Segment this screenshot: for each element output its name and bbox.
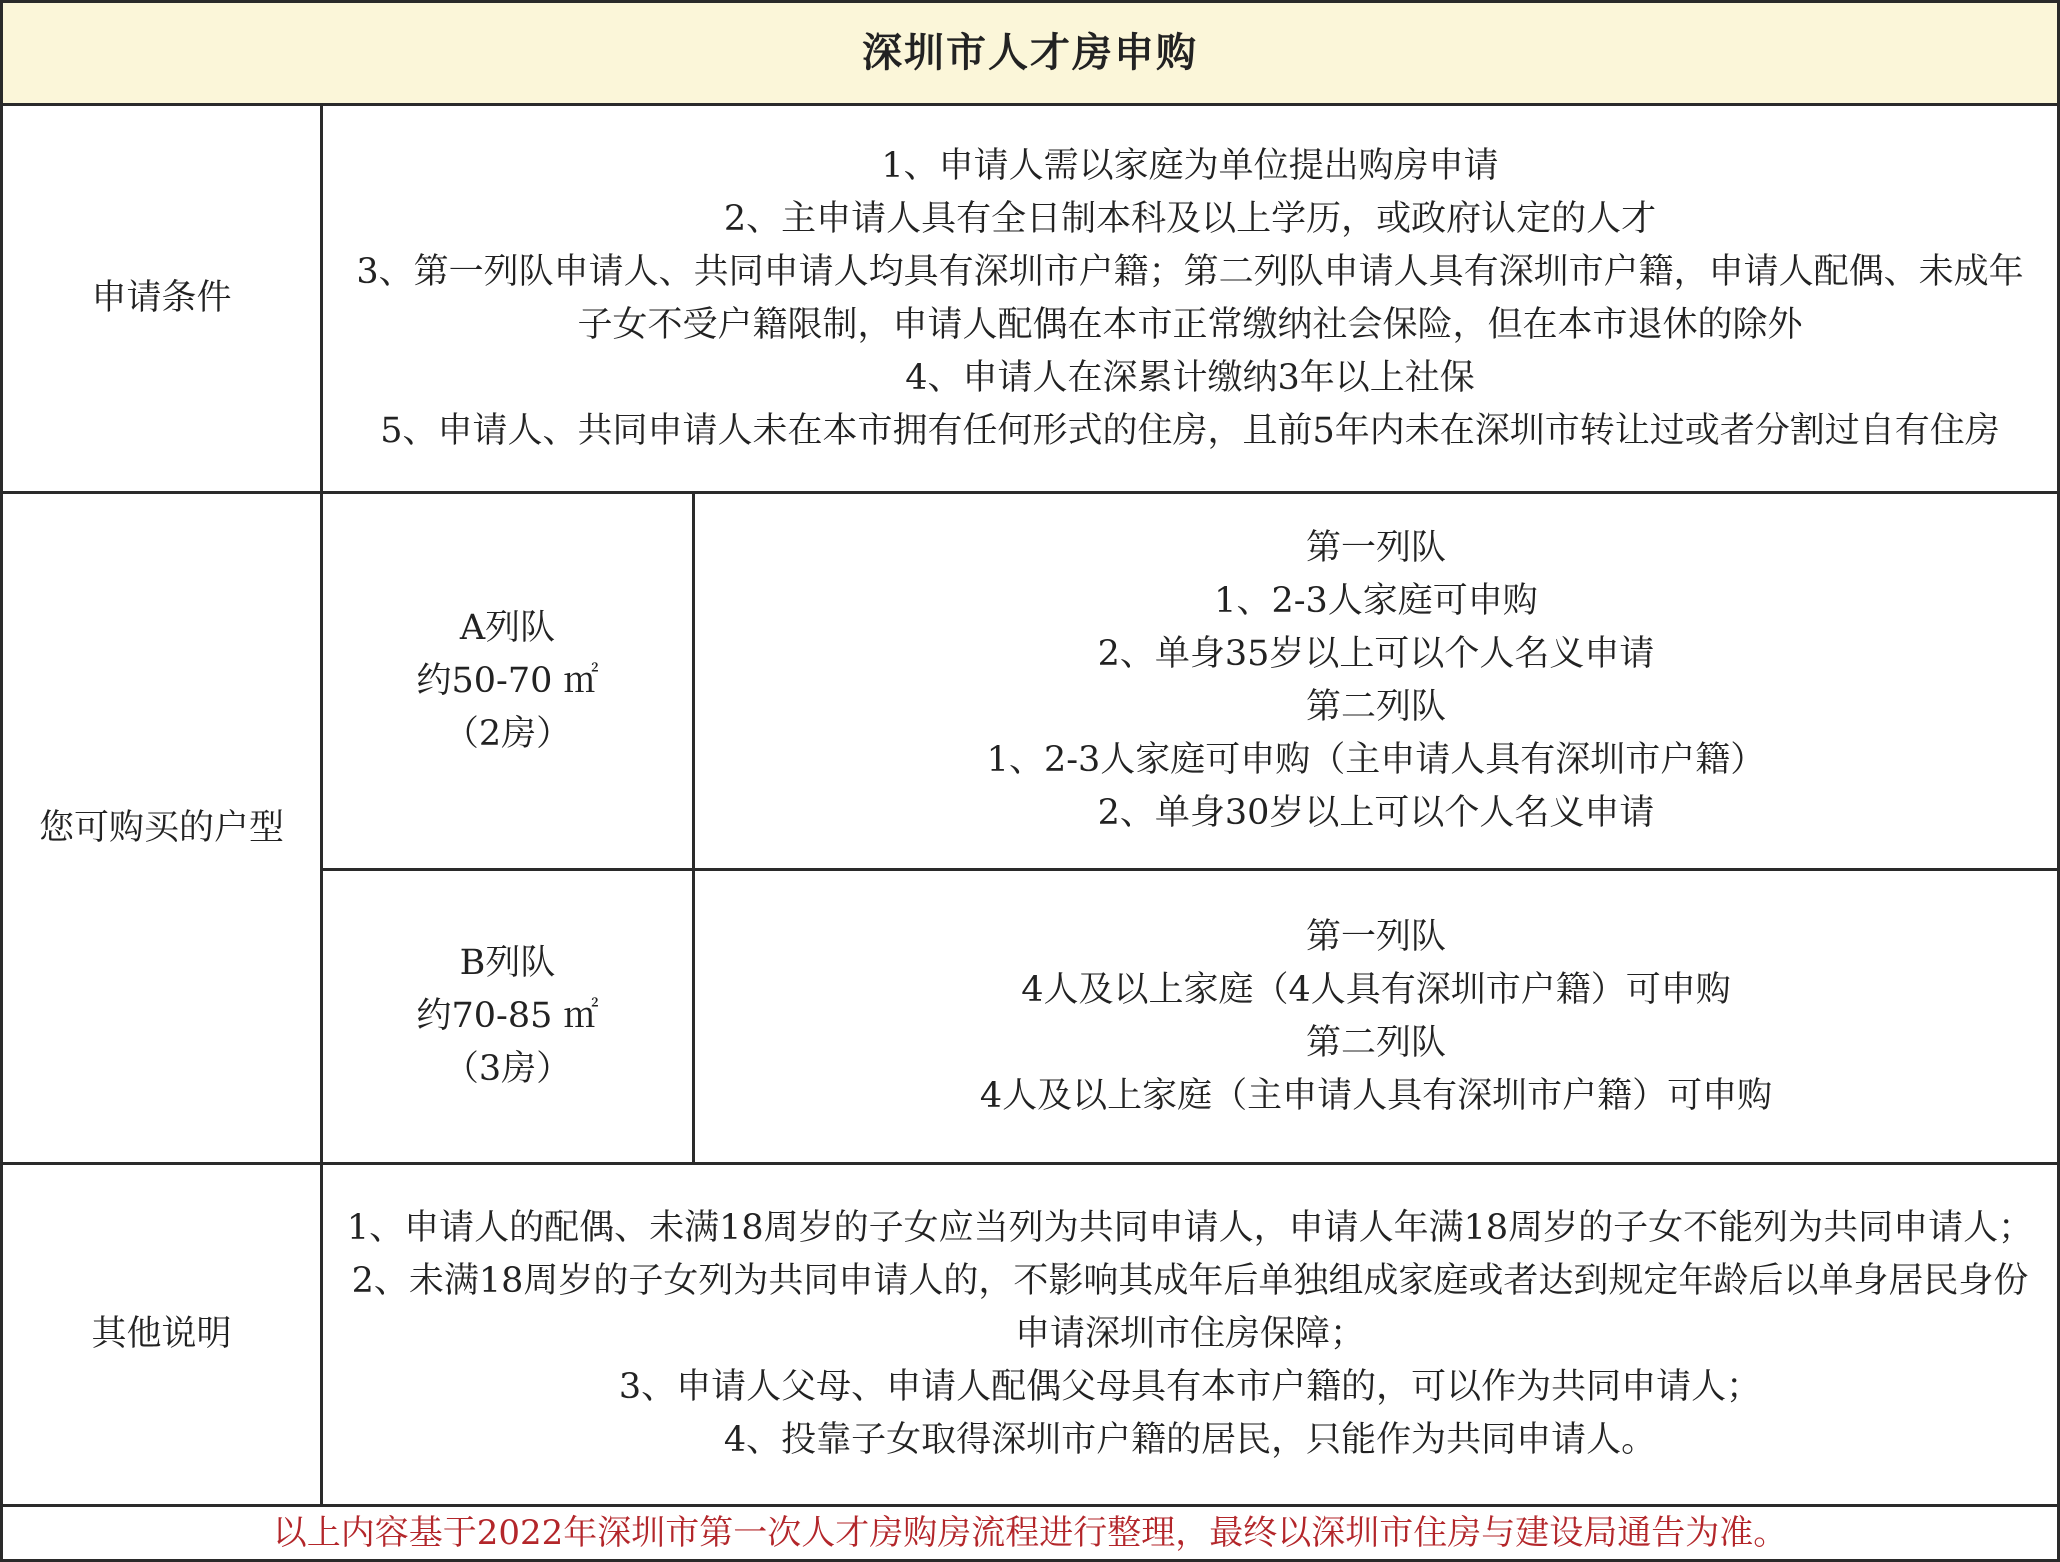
types-label: 您可购买的户型 bbox=[38, 807, 284, 848]
type-a-desc-line: 2、单身30岁以上可以个人名义申请 bbox=[1097, 793, 1655, 833]
type-b-name-line: B列队 bbox=[459, 943, 556, 983]
table-title bbox=[0, 0, 2060, 106]
type-a-name-line: （2房） bbox=[443, 713, 572, 754]
type-b-desc-line: 第二列队 bbox=[1305, 1022, 1446, 1063]
conditions-content-cell bbox=[320, 103, 2060, 494]
notes-line: 1、申请人的配偶、未满18周岁的子女应当列为共同申请人，申请人年满18周岁的子女不能列为共同申请人； bbox=[346, 1208, 2034, 1248]
type-b-name bbox=[416, 937, 598, 1096]
type-a-desc-line: 2、单身35岁以上可以个人名义申请 bbox=[1097, 634, 1655, 674]
type-a-desc-line: 第一列队 bbox=[1305, 528, 1446, 568]
footer-note: 以上内容基于2022年深圳市第一次人才房购房流程进行整理，最终以深圳市住房与建设局通告为准。 bbox=[272, 1513, 1788, 1553]
conditions-line: 3、第一列队申请人、共同申请人均具有深圳市户籍；第二列队申请人具有深圳市户籍，申请人配偶、未成年 bbox=[356, 251, 2024, 292]
conditions-line: 子女不受户籍限制，申请人配偶在本市正常缴纳社会保险，但在本市退休的除外 bbox=[577, 304, 1803, 345]
conditions-line: 2、主申请人具有全日制本科及以上学历，或政府认定的人才 bbox=[723, 198, 1657, 239]
conditions-label: 申请条件 bbox=[91, 278, 232, 318]
notes-content-cell bbox=[320, 1162, 2060, 1507]
type-a-name-cell bbox=[320, 491, 695, 871]
type-b-desc-line: 4人及以上家庭（4人具有深圳市户籍）可申购 bbox=[1021, 969, 1731, 1010]
notes-label-cell bbox=[0, 1162, 323, 1507]
footer-note-cell bbox=[0, 1504, 2060, 1562]
conditions-line: 5、申请人、共同申请人未在本市拥有任何形式的住房，且前5年内未在深圳市转让过或者分割过自有住房 bbox=[380, 410, 2000, 451]
types-label-cell bbox=[0, 491, 323, 1165]
notes-line: 4、投靠子女取得深圳市户籍的居民，只能作为共同申请人。 bbox=[723, 1420, 1657, 1460]
type-b-desc-cell bbox=[692, 868, 2060, 1165]
notes-list bbox=[347, 1202, 2033, 1467]
type-b-desc-line: 4人及以上家庭（主申请人具有深圳市户籍）可申购 bbox=[979, 1075, 1773, 1116]
conditions-label-cell bbox=[0, 103, 323, 494]
type-a-desc-cell bbox=[692, 491, 2060, 871]
conditions-line: 1、申请人需以家庭为单位提出购房申请 bbox=[881, 145, 1499, 186]
notes-line: 2、未满18周岁的子女列为共同申请人的，不影响其成年后单独组成家庭或者达到规定年龄后以单身居民身份 bbox=[351, 1261, 2029, 1301]
type-a-desc-line: 1、2-3人家庭可申购（主申请人具有深圳市户籍） bbox=[986, 740, 1766, 780]
type-a-desc bbox=[987, 522, 1766, 840]
type-b-desc-line: 第一列队 bbox=[1305, 916, 1446, 957]
notes-label: 其他说明 bbox=[91, 1314, 232, 1354]
type-a-name-line: 约50-70 ㎡ bbox=[416, 660, 599, 701]
conditions-line: 4、申请人在深累计缴纳3年以上社保 bbox=[905, 357, 1475, 398]
type-a-name-line: A列队 bbox=[459, 607, 556, 648]
notes-line: 申请深圳市住房保障； bbox=[1014, 1314, 1365, 1354]
notes-line: 3、申请人父母、申请人配偶父母具有本市户籍的，可以作为共同申请人； bbox=[618, 1367, 1762, 1407]
type-b-name-cell bbox=[320, 868, 695, 1165]
conditions-list bbox=[356, 140, 2023, 458]
type-b-desc bbox=[980, 911, 1772, 1123]
type-a-desc-line: 第二列队 bbox=[1305, 687, 1446, 727]
type-b-name-line: 约70-85 ㎡ bbox=[416, 996, 599, 1036]
type-a-name bbox=[416, 602, 598, 761]
table-title-text: 深圳市人才房申购 bbox=[862, 29, 1198, 76]
type-b-name-line: （3房） bbox=[443, 1049, 572, 1089]
type-a-desc-line: 1、2-3人家庭可申购 bbox=[1214, 581, 1538, 621]
